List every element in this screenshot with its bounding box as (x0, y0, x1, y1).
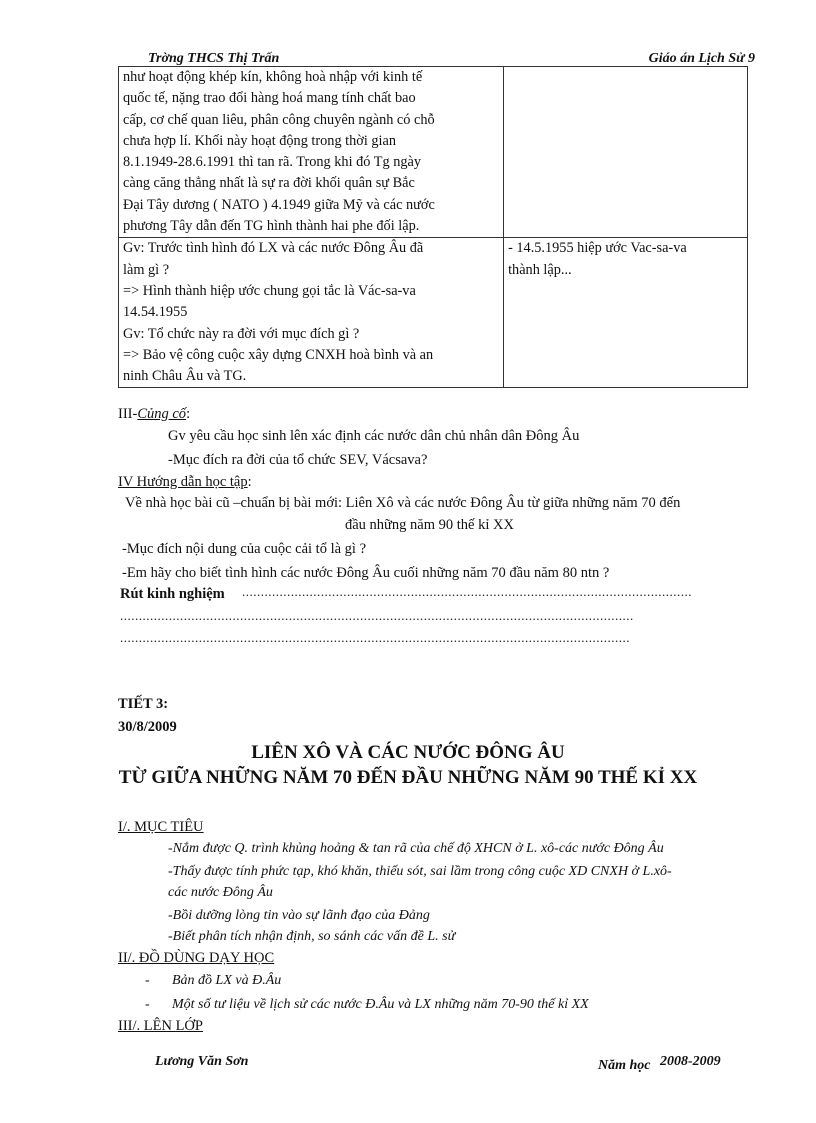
consolidation-line: -Mục đích ra đời của tổ chức SEV, Vácsava? (168, 452, 428, 468)
footer-year: 2008-2009 (660, 1054, 721, 1069)
materials-heading: II/. ĐỒ DÙNG DẠY HỌC (118, 950, 275, 966)
materials-bullet: - (145, 973, 150, 988)
table-line: như hoạt động khép kín, không hoà nhập với kinh tế (123, 69, 423, 85)
class-heading: III/. LÊN LỚP (118, 1018, 203, 1034)
header-subject: Giáo án Lịch Sử 9 (648, 51, 755, 66)
objective-item: các nước Đông Âu (168, 885, 273, 900)
material-item: Một số tư liệu về lịch sử các nước Đ.Âu và LX những năm 70-90 thế kỉ XX (172, 997, 589, 1012)
table-left-cell (119, 238, 504, 388)
experience-dots: ........................................................................................................................ (242, 584, 692, 599)
objectives-heading: I/. MỤC TIÊU (118, 819, 204, 835)
experience-label: Rút kinh nghiệm (120, 586, 225, 602)
material-item: Bản đồ LX và Đ.Âu (172, 973, 282, 988)
table-line: Gv: Tổ chức này ra đời với mục đích gì ? (123, 325, 360, 342)
consolidation-prefix: III- (118, 406, 138, 422)
objective-item: -Nắm được Q. trình khủng hoảng & tan rã của chế độ XHCN ở L. xô-các nước Đông Âu (168, 841, 664, 856)
table-right-cell-top (504, 67, 748, 238)
lesson-title-line2: TỪ GIỮA NHỮNG NĂM 70 ĐẾN ĐẦU NHỮNG NĂM 90 THẾ KỈ XX (118, 767, 698, 788)
homework-line: Về nhà học bài cũ –chuẩn bị bài mới: Liên Xô và các nước Đông Âu từ giữa những năm 70 đến (125, 495, 681, 511)
table-line: phương Tây dẫn đến TG hình thành hai phe đối lập. (123, 218, 420, 235)
homework-line: -Mục đích nội dung của cuộc cải tổ là gì ? (122, 541, 367, 557)
table-right-cell (504, 238, 748, 388)
homework-heading (118, 472, 252, 493)
table-line: làm gì ? (123, 261, 170, 278)
homework-line: đầu những năm 90 thế kỉ XX (345, 517, 514, 533)
table-line: cấp, cơ chế quan liêu, phân công chuyên ngành có chỗ (123, 111, 435, 128)
materials-bullet: - (145, 997, 150, 1012)
table-line: Đại Tây dương ( NATO ) 4.1949 giữa Mỹ và các nước (123, 196, 435, 213)
table-right-line: - 14.5.1955 hiệp ước Vac-sa-va (508, 240, 687, 257)
consolidation-colon: : (186, 406, 191, 422)
table-line: => Hình thành hiệp ước chung gọi tắc là Vác-sa-va (123, 282, 416, 299)
lesson-title-line1: LIÊN XÔ VÀ CÁC NƯỚC ĐÔNG ÂU (251, 742, 565, 763)
lesson-table (118, 66, 748, 388)
consolidation-heading (118, 404, 190, 425)
footer-year-label: Năm học (598, 1058, 651, 1073)
experience-dots: ........................................................................................................................................ (120, 630, 630, 645)
objective-item: -Bồi dưỡng lòng tin vào sự lãnh đạo của Đảng (168, 908, 430, 923)
lesson-period: TIẾT 3: (118, 696, 169, 712)
table-line: quốc tế, nặng trao đổi hàng hoá mang tính chất bao (123, 90, 416, 107)
objective-item: -Biết phân tích nhận định, so sánh các vấn đề L. sử (168, 929, 456, 944)
table-line: Gv: Trước tình hình đó LX và các nước Đông Âu đã (123, 240, 424, 257)
homework-colon: : (247, 474, 252, 490)
header-school: Trờng THCS Thị Trấn (148, 51, 280, 66)
consolidation-line: Gv yêu cầu học sinh lên xác định các nước dân chủ nhân dân Đông Âu (168, 428, 580, 444)
lesson-date: 30/8/2009 (118, 719, 177, 735)
consolidation-title: Củng cố (137, 406, 187, 422)
table-left-cell (119, 67, 504, 238)
homework-title: IV Hướng dẫn học tập (118, 474, 248, 490)
objective-item: -Thấy được tính phức tạp, khó khăn, thiếu sót, sai lầm trong công cuộc XD CNXH ở L.xô- (168, 864, 672, 879)
footer-author: Lương Văn Sơn (155, 1054, 249, 1069)
table-line: càng căng thẳng nhất là sự ra đời khối quân sự Bắc (123, 175, 415, 192)
table-line: chưa hợp lí. Khối này hoạt động trong thời gian (123, 132, 397, 149)
table-line: 8.1.1949-28.6.1991 thì tan rã. Trong khi đó Tg ngày (123, 154, 421, 171)
homework-line: -Em hãy cho biết tình hình các nước Đông Âu cuối những năm 70 đầu năm 80 ntn ? (122, 565, 610, 581)
table-line: 14.54.1955 (123, 304, 188, 321)
table-line: ninh Châu Âu và TG. (123, 368, 247, 385)
table-right-line: thành lập... (508, 261, 572, 278)
table-line: => Bảo vệ công cuộc xây dựng CNXH hoà bình và an (123, 346, 434, 363)
experience-dots: ......................................................................................................................................... (120, 608, 634, 623)
